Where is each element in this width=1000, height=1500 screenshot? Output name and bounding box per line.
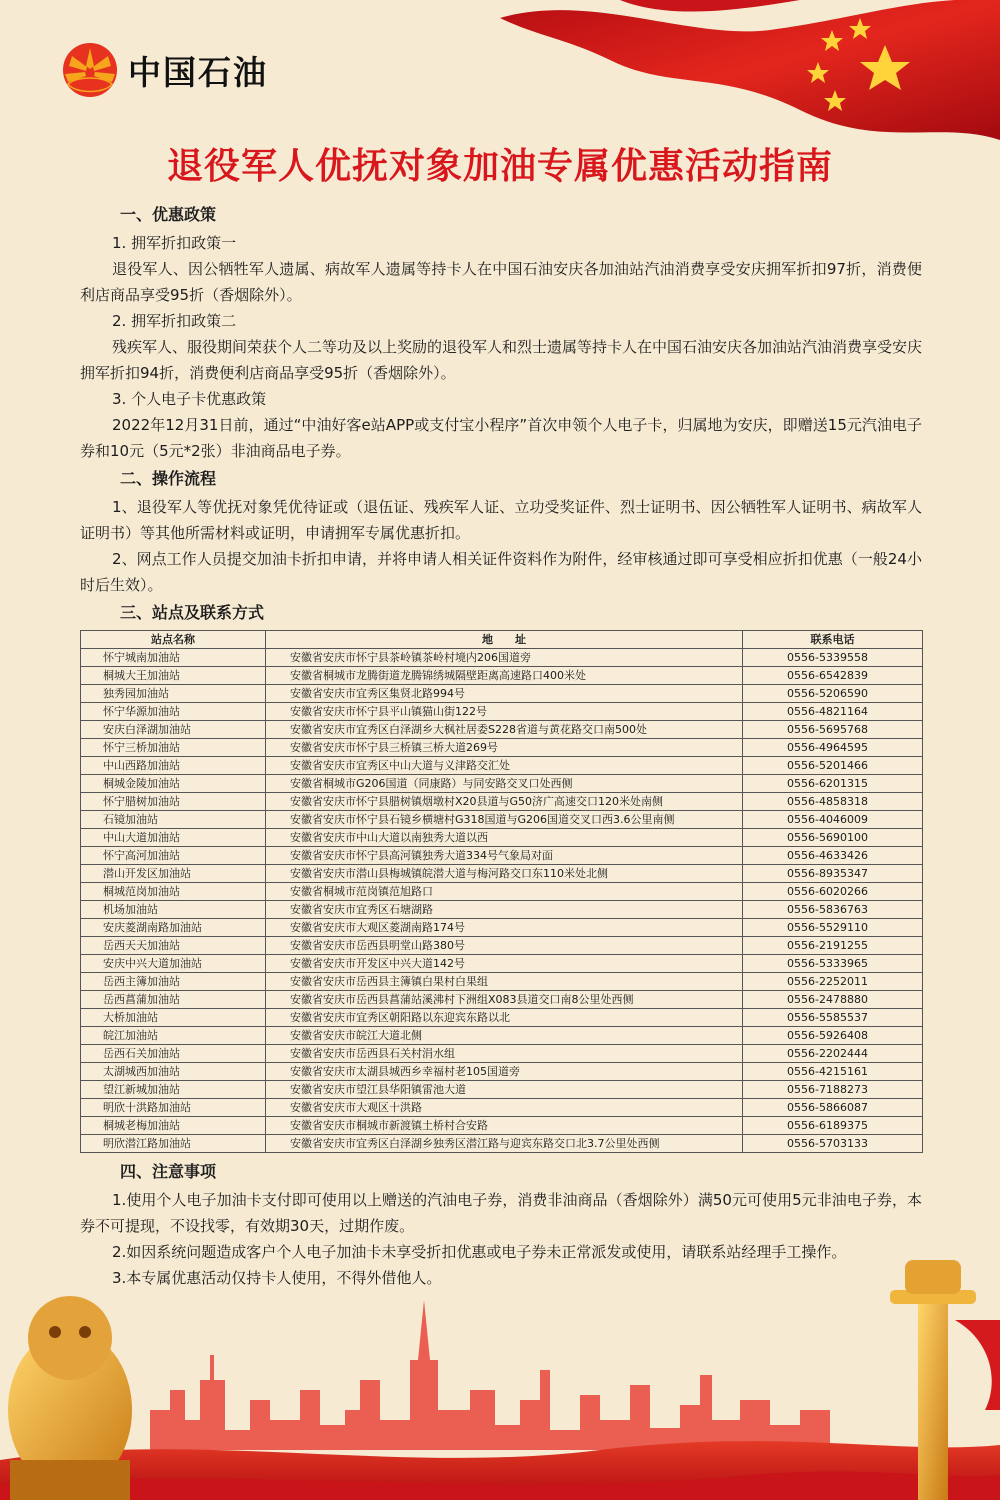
station-phone-cell: 0556-2202444 xyxy=(743,1045,923,1063)
station-address-cell: 安徽省安庆市岳西县主簿镇白果村白果组 xyxy=(266,973,743,991)
table-row xyxy=(81,649,923,667)
table-row xyxy=(81,1027,923,1045)
station-name-cell: 怀宁城南加油站 xyxy=(81,649,266,667)
table-row xyxy=(81,937,923,955)
table-row xyxy=(81,739,923,757)
station-phone-cell: 0556-6542839 xyxy=(743,667,923,685)
station-name-cell: 潜山开发区加油站 xyxy=(81,865,266,883)
station-address-cell: 安徽省安庆市岳西县石关村涓水组 xyxy=(266,1045,743,1063)
section-heading-notes: 四、注意事项 xyxy=(120,1162,217,1181)
station-address-cell: 安徽省安庆市潜山县梅城镇皖潜大道与梅河路交口东110米处北侧 xyxy=(266,865,743,883)
station-name-cell: 安庆菱湖南路加油站 xyxy=(81,919,266,937)
station-address-cell: 安徽省安庆市宜秀区中山大道与义津路交汇处 xyxy=(266,757,743,775)
station-phone-cell: 0556-5695768 xyxy=(743,721,923,739)
station-address-cell: 安徽省安庆市桐城市新渡镇土桥村合安路 xyxy=(266,1117,743,1135)
station-address-cell: 安徽省安庆市怀宁县腊树镇烟墩村X20县道与G50济广高速交口120米处南侧 xyxy=(266,793,743,811)
process-step-1: 1、退役军人等优抚对象凭优待证或（退伍证、残疾军人证、立功受奖证件、烈士证明书、因公牺牲军人证明书、病故军人证明书）等其他所需材料或证明，申请拥军专属优惠折扣。 xyxy=(80,498,922,542)
station-phone-cell: 0556-4964595 xyxy=(743,739,923,757)
station-name-cell: 独秀园加油站 xyxy=(81,685,266,703)
bottom-decoration xyxy=(0,1260,1000,1500)
table-row xyxy=(81,955,923,973)
table-row xyxy=(81,685,923,703)
station-address-cell: 安徽省安庆市怀宁县高河镇独秀大道334号气象局对面 xyxy=(266,847,743,865)
station-name-cell: 岳西菖蒲加油站 xyxy=(81,991,266,1009)
table-row xyxy=(81,973,923,991)
station-name-cell: 桐城老梅加油站 xyxy=(81,1117,266,1135)
brand-logo xyxy=(60,42,268,98)
station-phone-cell: 0556-5926408 xyxy=(743,1027,923,1045)
column-header-address: 地 址 xyxy=(266,631,743,649)
station-address-cell: 安徽省安庆市宜秀区石塘湖路 xyxy=(266,901,743,919)
station-address-cell: 安徽省安庆市太湖县城西乡幸福村老105国道旁 xyxy=(266,1063,743,1081)
station-phone-cell: 0556-5206590 xyxy=(743,685,923,703)
section-heading-policy: 一、优惠政策 xyxy=(120,205,217,224)
station-address-cell: 安徽省桐城市龙腾街道龙腾锦绣城隔壁距离高速路口400米处 xyxy=(266,667,743,685)
station-address-cell: 安徽省安庆市望江县华阳镇雷池大道 xyxy=(266,1081,743,1099)
station-name-cell: 大桥加油站 xyxy=(81,1009,266,1027)
table-row xyxy=(81,883,923,901)
table-row xyxy=(81,703,923,721)
table-row xyxy=(81,865,923,883)
table-row xyxy=(81,757,923,775)
main-content xyxy=(80,200,922,1291)
station-phone-cell: 0556-4633426 xyxy=(743,847,923,865)
station-phone-cell: 0556-2252011 xyxy=(743,973,923,991)
station-phone-cell: 0556-5201466 xyxy=(743,757,923,775)
station-phone-cell: 0556-2478880 xyxy=(743,991,923,1009)
brand-name: 中国石油 xyxy=(128,52,268,92)
station-address-cell: 安徽省桐城市G206国道（同康路）与同安路交叉口处西侧 xyxy=(266,775,743,793)
station-name-cell: 桐城大王加油站 xyxy=(81,667,266,685)
station-phone-cell: 0556-6201315 xyxy=(743,775,923,793)
station-address-cell: 安徽省安庆市怀宁县茶岭镇茶岭村境内206国道旁 xyxy=(266,649,743,667)
station-phone-cell: 0556-4215161 xyxy=(743,1063,923,1081)
station-phone-cell: 0556-5529110 xyxy=(743,919,923,937)
station-name-cell: 安庆中兴大道加油站 xyxy=(81,955,266,973)
table-row xyxy=(81,991,923,1009)
station-address-cell: 安徽省安庆市皖江大道北侧 xyxy=(266,1027,743,1045)
station-name-cell: 桐城范岗加油站 xyxy=(81,883,266,901)
station-phone-cell: 0556-8935347 xyxy=(743,865,923,883)
station-phone-cell: 0556-6020266 xyxy=(743,883,923,901)
policy-2-text: 残疾军人、服役期间荣获个人二等功及以上奖励的退役军人和烈士遗属等持卡人在中国石油安庆各加油站汽油消费享受安庆拥军折扣94折，消费便利店商品享受95折（香烟除外）。 xyxy=(80,338,923,382)
station-phone-cell: 0556-2191255 xyxy=(743,937,923,955)
table-row xyxy=(81,1117,923,1135)
table-row xyxy=(81,919,923,937)
station-name-cell: 岳西石关加油站 xyxy=(81,1045,266,1063)
station-name-cell: 怀宁高河加油站 xyxy=(81,847,266,865)
station-name-cell: 桐城金陵加油站 xyxy=(81,775,266,793)
policy-1-text: 退役军人、因公牺牲军人遗属、病故军人遗属等持卡人在中国石油安庆各加油站汽油消费享受安庆拥军折扣97折，消费便利店商品享受95折（香烟除外）。 xyxy=(80,260,922,304)
station-address-cell: 安徽省安庆市宜秀区白泽湖乡独秀区潜江路与迎宾东路交口北3.7公里处西侧 xyxy=(266,1135,743,1153)
station-address-cell: 安徽省桐城市范岗镇范旭路口 xyxy=(266,883,743,901)
table-row xyxy=(81,811,923,829)
table-row xyxy=(81,1135,923,1153)
policy-3-text: 2022年12月31日前，通过“中油好客e站APP或支付宝小程序”首次申领个人电子卡，归属地为安庆，即赠送15元汽油电子券和10元（5元*2张）非油商品电子券。 xyxy=(80,416,922,460)
page-title: 退役军人优抚对象加油专属优惠活动指南 xyxy=(166,146,833,187)
station-phone-cell: 0556-5703133 xyxy=(743,1135,923,1153)
station-name-cell: 怀宁华源加油站 xyxy=(81,703,266,721)
station-address-cell: 安徽省安庆市怀宁县平山镇猫山街122号 xyxy=(266,703,743,721)
policy-2-title: 2. 拥军折扣政策二 xyxy=(112,312,237,330)
station-address-cell: 安徽省安庆市怀宁县三桥镇三桥大道269号 xyxy=(266,739,743,757)
station-address-cell: 安徽省安庆市怀宁县石镜乡横塘村G318国道与G206国道交叉口西3.6公里南侧 xyxy=(266,811,743,829)
station-phone-cell: 0556-5585537 xyxy=(743,1009,923,1027)
stations-table-body xyxy=(81,649,923,1153)
policy-1-title: 1. 拥军折扣政策一 xyxy=(112,234,237,252)
station-address-cell: 安徽省安庆市岳西县明堂山路380号 xyxy=(266,937,743,955)
station-name-cell: 明欣潜江路加油站 xyxy=(81,1135,266,1153)
column-header-name: 站点名称 xyxy=(81,631,266,649)
section-heading-stations: 三、站点及联系方式 xyxy=(120,603,265,622)
station-name-cell: 中山大道加油站 xyxy=(81,829,266,847)
column-header-phone: 联系电话 xyxy=(743,631,923,649)
station-address-cell: 安徽省安庆市大观区菱湖南路174号 xyxy=(266,919,743,937)
station-name-cell: 怀宁三桥加油站 xyxy=(81,739,266,757)
note-2: 2.如因系统问题造成客户个人电子加油卡未享受折扣优惠或电子券未正常派发或使用，请联系站经理手工操作。 xyxy=(112,1243,847,1261)
note-3: 3.本专属优惠活动仅持卡人使用，不得外借他人。 xyxy=(112,1269,442,1287)
table-row xyxy=(81,901,923,919)
table-row xyxy=(81,775,923,793)
table-row xyxy=(81,667,923,685)
station-name-cell: 明欣十洪路加油站 xyxy=(81,1099,266,1117)
station-phone-cell: 0556-5690100 xyxy=(743,829,923,847)
station-name-cell: 皖江加油站 xyxy=(81,1027,266,1045)
station-name-cell: 中山西路加油站 xyxy=(81,757,266,775)
petrochina-logo-icon xyxy=(60,42,120,98)
station-address-cell: 安徽省安庆市宜秀区朝阳路以东迎宾东路以北 xyxy=(266,1009,743,1027)
station-name-cell: 太湖城西加油站 xyxy=(81,1063,266,1081)
table-row xyxy=(81,1045,923,1063)
table-row xyxy=(81,793,923,811)
station-name-cell: 安庆白泽湖加油站 xyxy=(81,721,266,739)
policy-3-title: 3. 个人电子卡优惠政策 xyxy=(112,390,267,408)
table-row xyxy=(81,1009,923,1027)
table-row xyxy=(81,1081,923,1099)
table-row xyxy=(81,1099,923,1117)
station-address-cell: 安徽省安庆市中山大道以南独秀大道以西 xyxy=(266,829,743,847)
station-phone-cell: 0556-7188273 xyxy=(743,1081,923,1099)
stations-table xyxy=(80,630,923,1153)
station-phone-cell: 0556-5866087 xyxy=(743,1099,923,1117)
process-step-2: 2、网点工作人员提交加油卡折扣申请，并将申请人相关证件资料作为附件，经审核通过即可享受相应折扣优惠（一般24小时后生效）。 xyxy=(80,550,922,594)
station-phone-cell: 0556-6189375 xyxy=(743,1117,923,1135)
station-name-cell: 岳西主簿加油站 xyxy=(81,973,266,991)
station-address-cell: 安徽省安庆市宜秀区白泽湖乡大枫社居委S228省道与黄花路交口南500处 xyxy=(266,721,743,739)
section-heading-process: 二、操作流程 xyxy=(120,469,217,488)
station-phone-cell: 0556-4821164 xyxy=(743,703,923,721)
station-address-cell: 安徽省安庆市宜秀区集贤北路994号 xyxy=(266,685,743,703)
station-name-cell: 石镜加油站 xyxy=(81,811,266,829)
station-address-cell: 安徽省安庆市大观区十洪路 xyxy=(266,1099,743,1117)
station-phone-cell: 0556-5339558 xyxy=(743,649,923,667)
table-row xyxy=(81,721,923,739)
station-phone-cell: 0556-4046009 xyxy=(743,811,923,829)
station-phone-cell: 0556-4858318 xyxy=(743,793,923,811)
station-name-cell: 望江新城加油站 xyxy=(81,1081,266,1099)
station-name-cell: 怀宁腊树加油站 xyxy=(81,793,266,811)
table-row xyxy=(81,847,923,865)
table-row xyxy=(81,829,923,847)
station-address-cell: 安徽省安庆市开发区中兴大道142号 xyxy=(266,955,743,973)
station-name-cell: 岳西天天加油站 xyxy=(81,937,266,955)
station-phone-cell: 0556-5333965 xyxy=(743,955,923,973)
station-name-cell: 机场加油站 xyxy=(81,901,266,919)
table-header-row xyxy=(81,631,923,649)
note-1: 1.使用个人电子加油卡支付即可使用以上赠送的汽油电子券，消费非油商品（香烟除外）满50元可使用5元非油电子券，本券不可提现，不设找零，有效期30天，过期作废。 xyxy=(80,1191,922,1235)
station-address-cell: 安徽省安庆市岳西县菖蒲站溪沸村下洲组X083县道交口南8公里处西侧 xyxy=(266,991,743,1009)
station-phone-cell: 0556-5836763 xyxy=(743,901,923,919)
lion-icon xyxy=(8,1296,132,1500)
table-row xyxy=(81,1063,923,1081)
flag-decoration xyxy=(440,0,1000,150)
